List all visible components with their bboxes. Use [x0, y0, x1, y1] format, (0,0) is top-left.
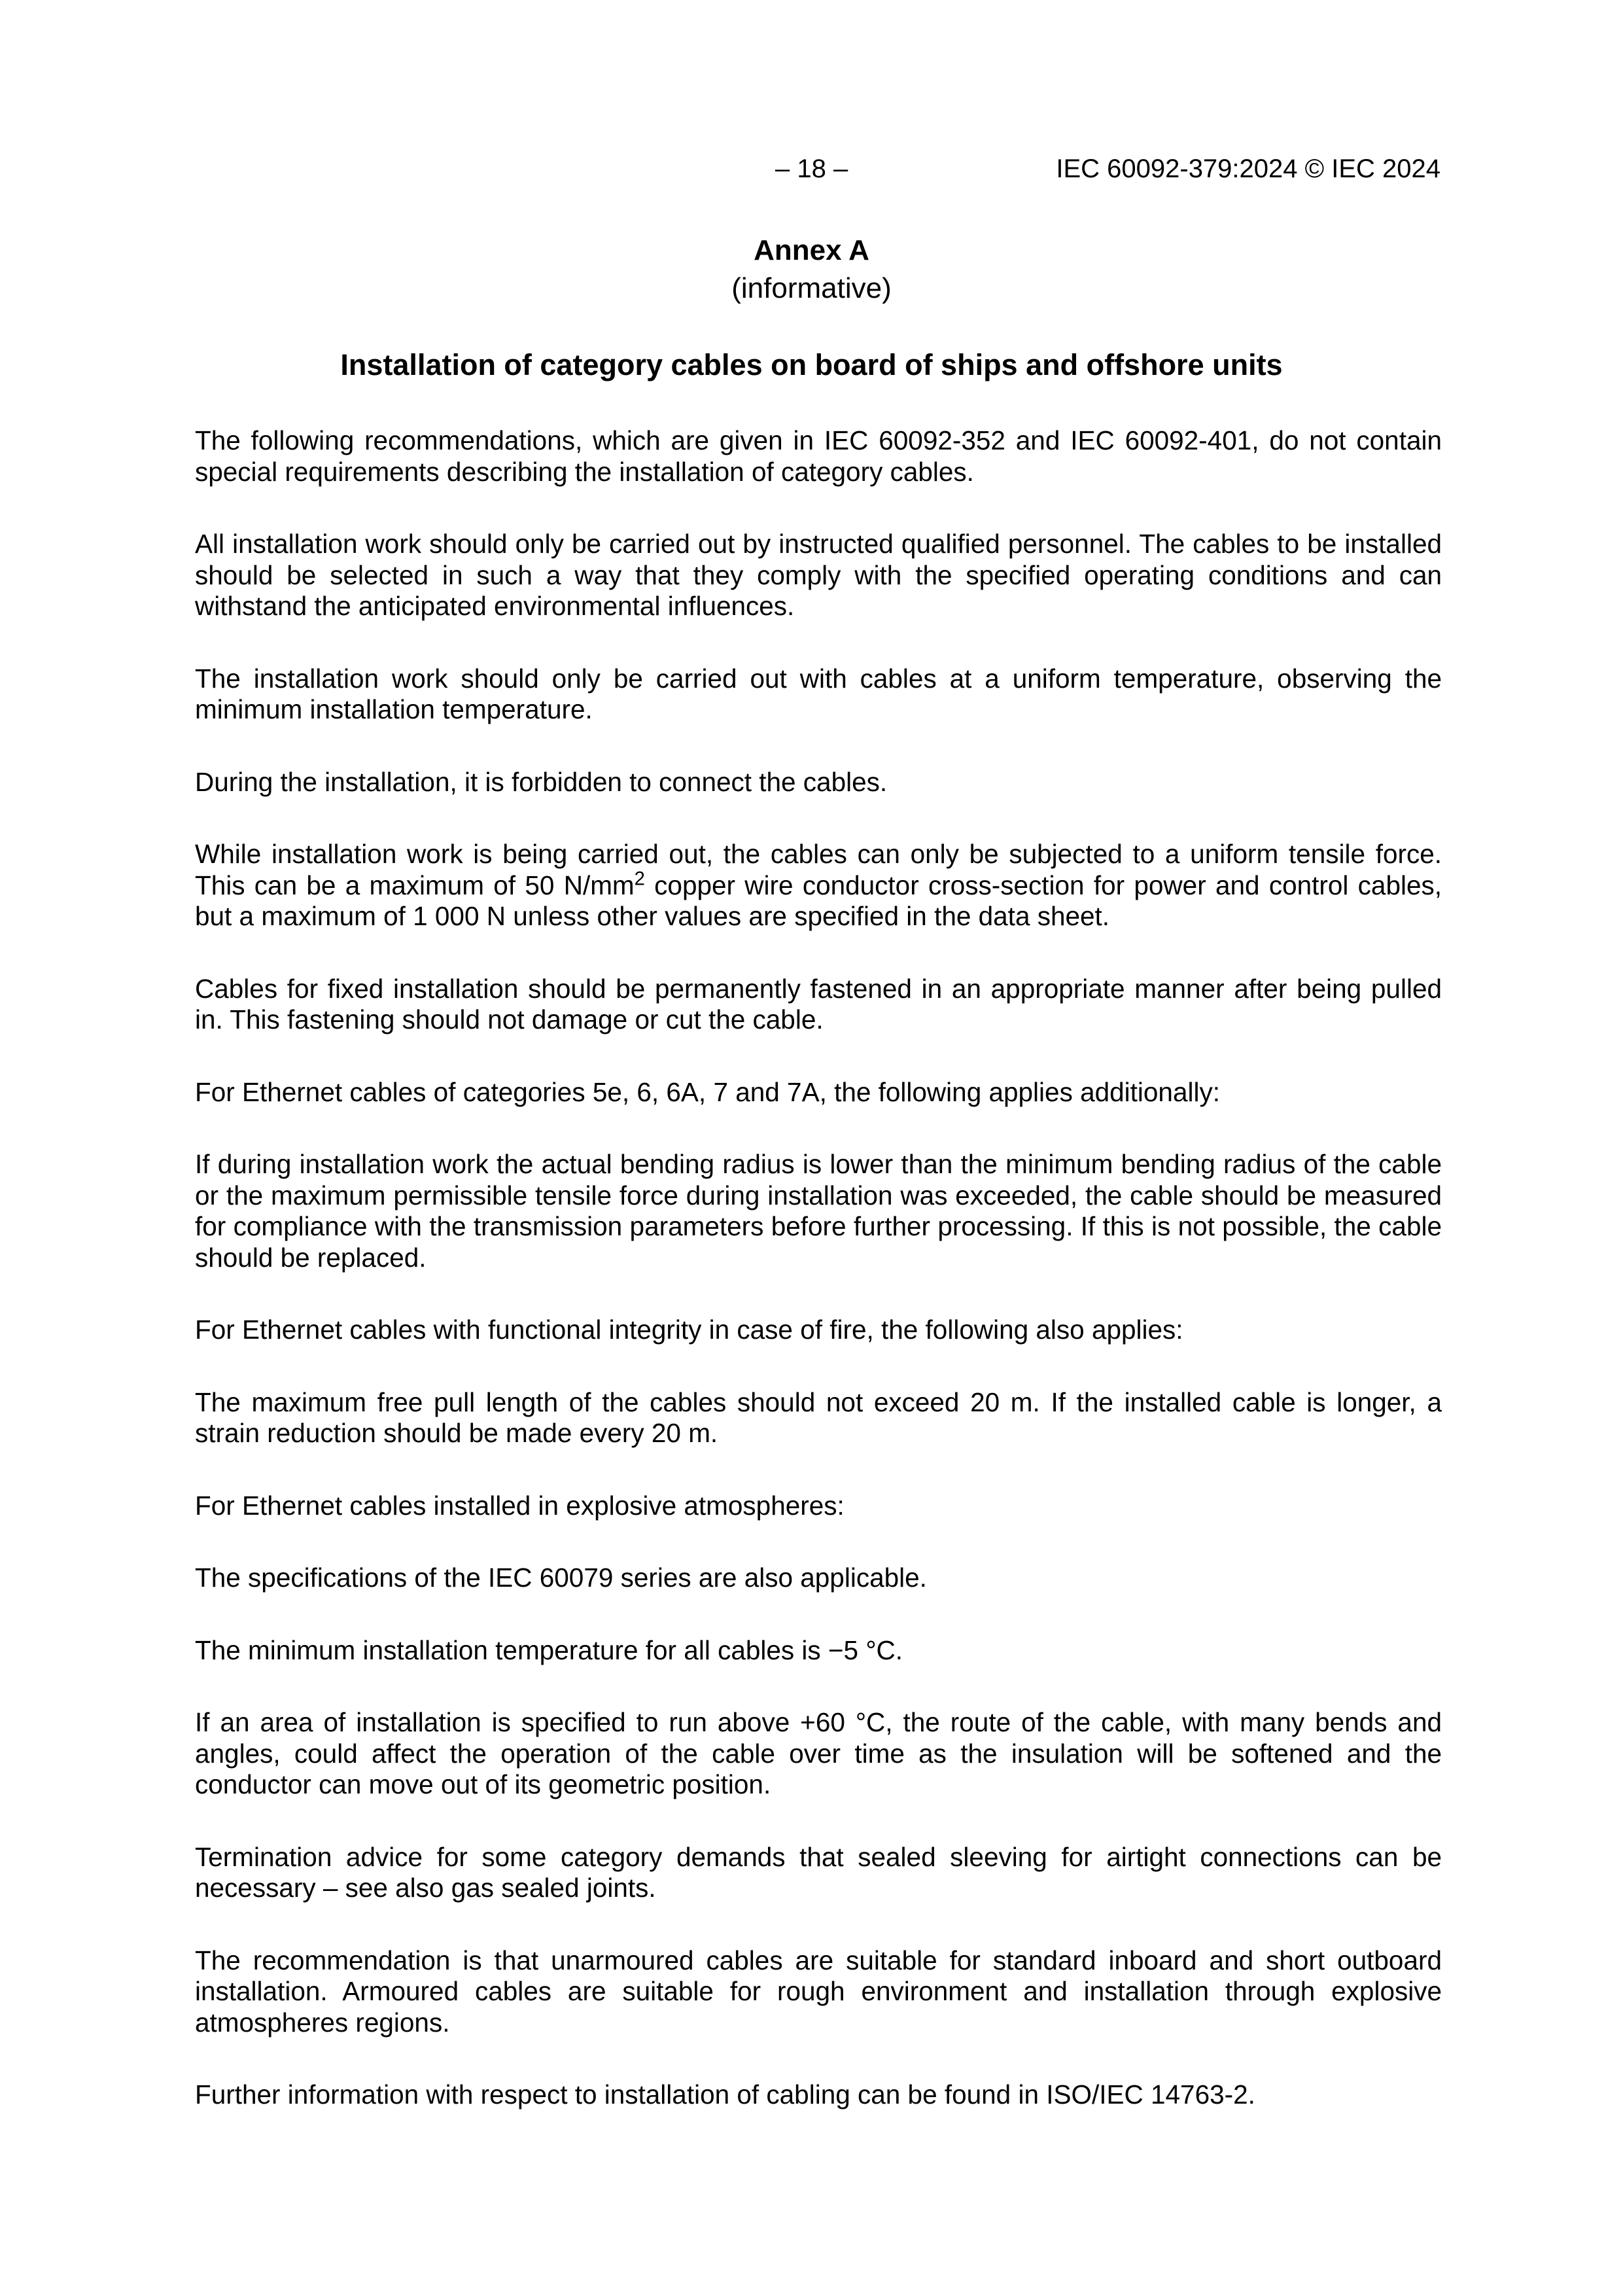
annex-title: Annex A	[754, 234, 869, 266]
body-text	[195, 425, 1442, 2152]
paragraph: Termination advice for some category demands that sealed sleeving for airtight connections can be necessary – see also gas sealed joints.	[195, 1841, 1442, 1903]
page-number: – 18 –	[775, 154, 848, 183]
paragraph: The specifications of the IEC 60079 series are also applicable.	[195, 1563, 927, 1593]
paragraph: During the installation, it is forbidden to connect the cables.	[195, 766, 888, 797]
document-reference: IEC 60092-379:2024 © IEC 2024	[1056, 154, 1440, 183]
paragraph: The installation work should only be carried out with cables at a uniform temperature, observing the minimum installation temperature.	[195, 663, 1442, 724]
paragraph: The minimum installation temperature for all cables is −5 °C.	[195, 1634, 903, 1665]
paragraph: The maximum free pull length of the cables should not exceed 20 m. If the installed cable is longer, a strain reduction should be made every 20 m.	[195, 1386, 1442, 1448]
paragraph: For Ethernet cables of categories 5e, 6, 6A, 7 and 7A, the following applies additionally:	[195, 1076, 1220, 1107]
annex-subtitle: (informative)	[731, 272, 892, 304]
page-header	[0, 154, 1623, 194]
paragraph: Further information with respect to installation of cabling can be found in ISO/IEC 14763-2.	[195, 2079, 1255, 2110]
paragraph: For Ethernet cables installed in explosive atmospheres:	[195, 1490, 845, 1521]
paragraph: The following recommendations, which are given in IEC 60092-352 and IEC 60092-401, do not contain special requirements describing the installation of category cables.	[195, 425, 1442, 487]
paragraph: All installation work should only be carried out by instructed qualified personnel. The cables to be installed should be selected in such a way that they comply with the specified operating conditions and can withstand the anticipated environmental influences.	[195, 529, 1442, 621]
paragraph: The recommendation is that unarmoured cables are suitable for standard inboard and short outboard installation. Armoured cables are suitable for rough environment and installation through explosive atmospheres regions.	[195, 1945, 1442, 2038]
paragraph: If an area of installation is specified to run above +60 °C, the route of the cable, with many bends and angles, could affect the operation of the cable over time as the insulation will be softened and the conductor can move out of its geometric position.	[195, 1707, 1442, 1799]
paragraph: If during installation work the actual bending radius is lower than the minimum bending radius of the cable or the maximum permissible tensile force during installation was exceeded, the cable should be measured for compliance with the transmission parameters before further processing. If this is not possible, the cable should be replaced.	[195, 1149, 1442, 1273]
paragraph: Cables for fixed installation should be permanently fastened in an appropriate manner after being pulled in. This fastening should not damage or cut the cable.	[195, 973, 1442, 1034]
superscript: 2	[634, 868, 645, 889]
paragraph-tensile-force	[195, 839, 1442, 932]
paragraph-text: copper wire conductor cross-section for power and control cables, but a maximum of 1 000 N unless other values are specified in the data sheet.	[195, 870, 1442, 931]
section-heading: Installation of category cables on board of ships and offshore units	[340, 348, 1283, 381]
paragraph: For Ethernet cables with functional integrity in case of fire, the following also applies:	[195, 1315, 1183, 1345]
paragraph-text: While installation work is being carried out, the cables can only be subjected to a uniform tensile force. This can be a maximum of 50 N/mm	[195, 839, 1442, 900]
